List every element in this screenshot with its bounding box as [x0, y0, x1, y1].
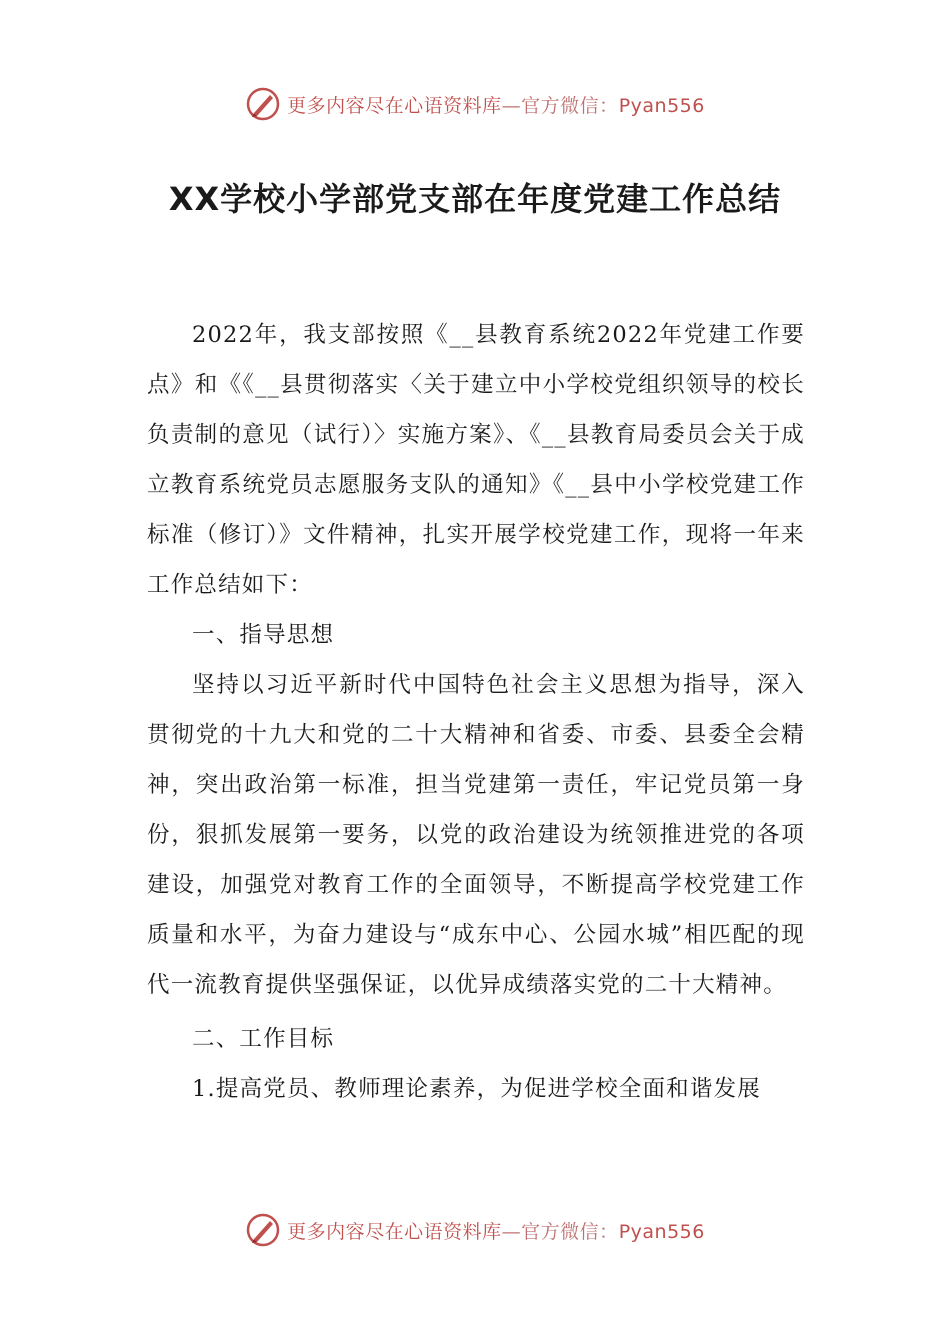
watermark-text: 更多内容尽在心语资料库—官方微信：Pyan556	[287, 94, 705, 117]
pen-logo-icon	[245, 86, 281, 122]
paragraph-intro: 2022年，我支部按照《__县教育系统2022年党建工作要点》和《《__县贯彻落实〈关于建立中小学校党组织领导的校长负责制的意见（试行）〉实施方案》、《__县教育局委员会关于成立教育系统党员志愿服务支队的通知》《__县中小学校党建工作标准（修订）》文件精神，扎实开展学校党建工作，现将一年来工作总结如下：	[147, 322, 805, 598]
watermark-text: 更多内容尽在心语资料库—官方微信：Pyan556	[287, 1220, 705, 1243]
document-title: XX学校小学部党支部在年度党建工作总结	[168, 180, 782, 218]
footer-watermark-banner	[0, 1210, 950, 1250]
document-body	[147, 310, 805, 1114]
paragraph-goal-1: 1.提高党员、教师理论素养，为促进学校全面和谐发展	[192, 1076, 761, 1102]
pen-logo-icon	[245, 1212, 281, 1248]
header-watermark-banner	[0, 84, 950, 124]
paragraph-guiding-thought: 坚持以习近平新时代中国特色社会主义思想为指导，深入贯彻党的十九大和党的二十大精神和省委、市委、县委全会精神，突出政治第一标准，担当党建第一责任，牢记党员第一身份，狠抓发展第一要务，以党的政治建设为统领推进党的各项建设，加强党对教育工作的全面领导，不断提高学校党建工作质量和水平，为奋力建设与“成东中心、公园水城”相匹配的现代一流教育提供坚强保证，以优异成绩落实党的二十大精神。	[147, 672, 805, 998]
section-heading-guiding-thought: 一、指导思想	[192, 622, 335, 648]
section-heading-work-goals: 二、工作目标	[192, 1026, 335, 1052]
